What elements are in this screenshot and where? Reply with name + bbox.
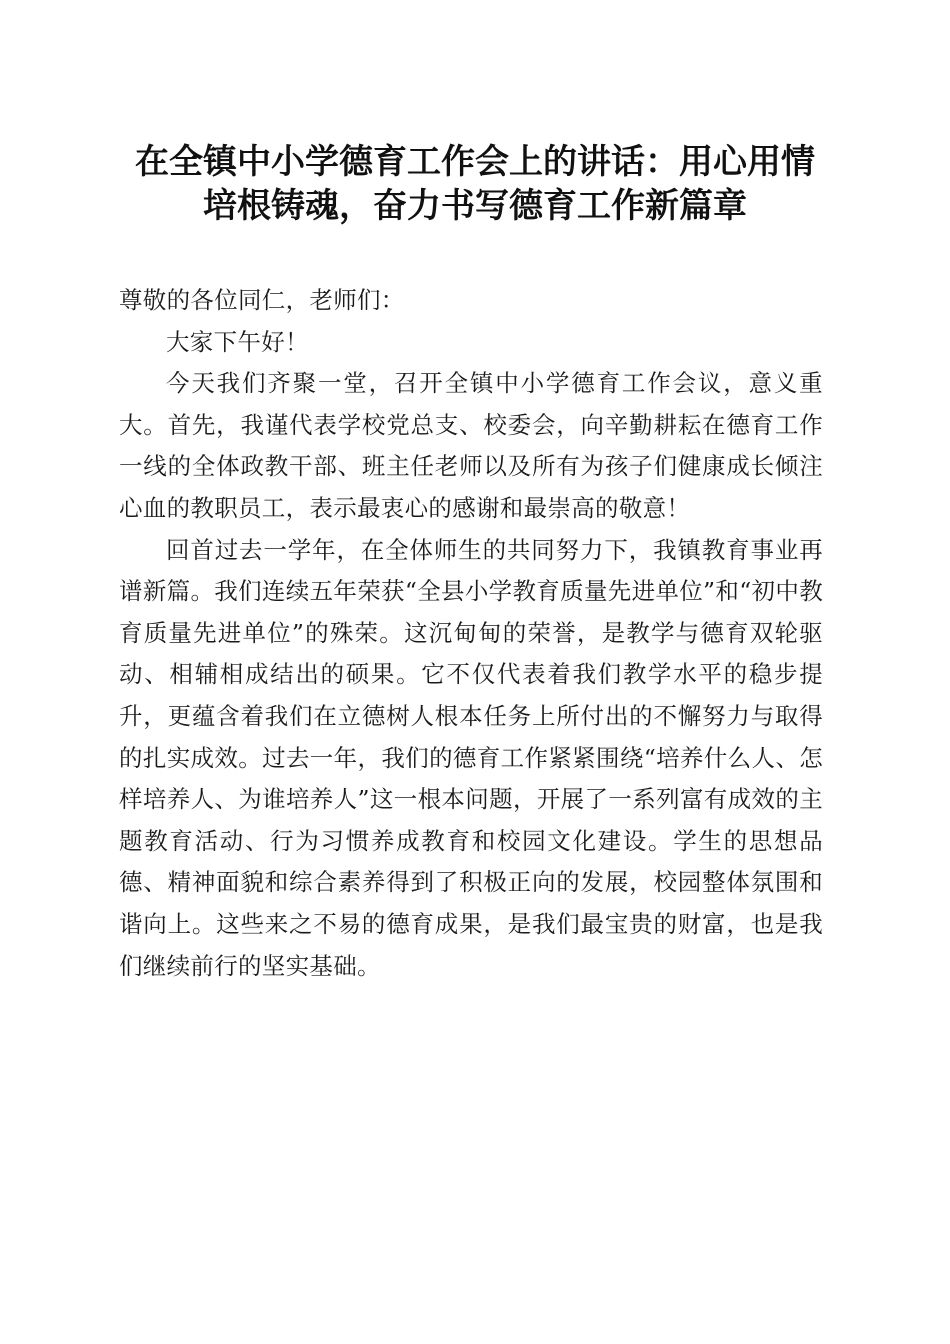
salutation: 尊敬的各位同仁，老师们：: [119, 286, 405, 314]
paragraph-review: 回首过去一学年，在全体师生的共同努力下，我镇教育事业再谱新篇。我们连续五年荣获“全县小学教育质量先进单位”和“初中教育质量先进单位”的殊荣。这沉甸甸的荣誉，是教学与德育双轮驱动、相辅相成结出的硕果。它不仅代表着我们教学水平的稳步提升，更蕴含着我们在立德树人根本任务上所付出的不懈努力与取得的扎实成效。过去一年，我们的德育工作紧紧围绕“培养什么人、怎样培养人、为谁培养人”这一根本问题，开展了一系列富有成效的主题教育活动、行为习惯养成教育和校园文化建设。学生的思想品德、精神面貌和综合素养得到了积极正向的发展，校园整体氛围和谐向上。这些来之不易的德育成果，是我们最宝贵的财富，也是我们继续前行的坚实基础。: [119, 535, 823, 980]
greeting: 大家下午好！: [166, 327, 309, 356]
document-body: [119, 280, 823, 987]
paragraph-opening: 今天我们齐聚一堂，召开全镇中小学德育工作会议，意义重大。首先，我谨代表学校党总支、校委会，向辛勤耕耘在德育工作一线的全体政教干部、班主任老师以及所有为孩子们健康成长倾注心血的教职员工，表示最衷心的感谢和最崇高的敬意！: [119, 369, 823, 522]
title-line-2: 培根铸魂，奋力书写德育工作新篇章: [203, 186, 747, 226]
document-title: [110, 140, 840, 228]
title-line-1: 在全镇中小学德育工作会上的讲话：用心用情: [135, 142, 815, 182]
